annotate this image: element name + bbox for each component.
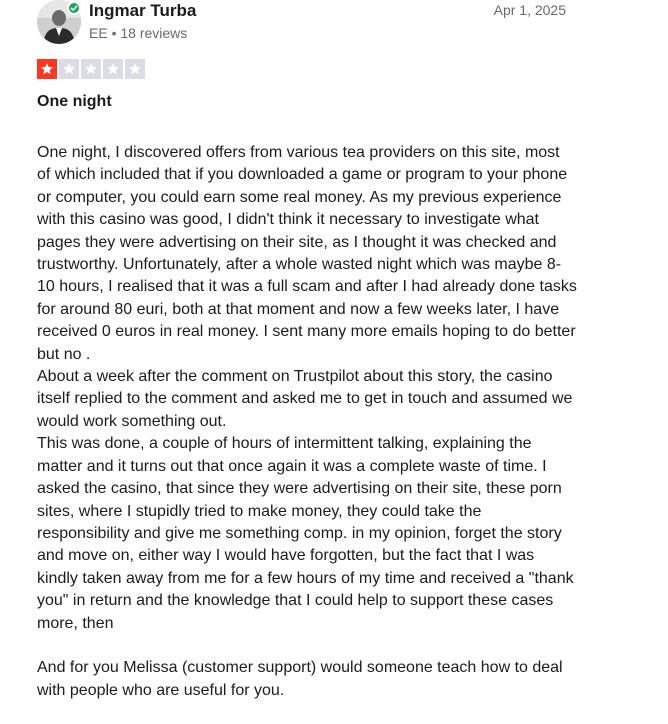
review-body: One night, I discovered offers from various tea providers on this site, most of which included that if you downloaded a game or program to your phone or computer, you could earn some real money. As my previous experience with this casino was good, I didn't think it necessary to investigate what pages they were advertising on their site, as I thought it was checked and trustworthy. Unfortunately, after a whole wasted night which was maybe 8-10 hours, I realised that it was a full scam and after I had already done tasks for around 80 euri, both at that moment and now a few weeks later, I have received 0 euros in real money. I sent many more emails hoping to do better but no . About a week after the comment on Trustpilot about this story, the casino itself replied to the comment and asked me to get in touch and assumed we would work something out. This was done, a couple of hours of intermittent talking, explaining the matter and it turns out that once again it was a complete waste of time. I asked the casino, that since they were advertising on their site, these porn sites, where I stupidly tried to make money, they could take the responsibility and give me something comp. in my opinion, forget the story and move on, either way I would have forgotten, but the fact that I was kindly taken away from me for a few hours of my time and received a "thank you" in return and the knowledge that I could help to support these cases more, then And for you Melissa (customer support) would someone teach how to deal with people who are useful for you. — [37, 144, 577, 699]
star-icon — [81, 59, 101, 79]
star-icon — [125, 59, 145, 79]
reviewer-review-count: 18 reviews — [120, 25, 188, 41]
star-icon — [103, 59, 123, 79]
star-rating — [37, 59, 145, 79]
reviewer-name[interactable]: Ingmar Turba — [89, 1, 197, 20]
star-icon — [59, 59, 79, 79]
reviewer-meta — [89, 25, 187, 42]
star-icon — [37, 59, 57, 79]
verified-badge-icon — [67, 1, 81, 15]
review-title[interactable]: One night — [37, 93, 112, 110]
meta-separator: • — [111, 25, 117, 41]
review-date: Apr 1, 2025 — [493, 2, 566, 18]
reviewer-country: EE — [89, 25, 108, 41]
